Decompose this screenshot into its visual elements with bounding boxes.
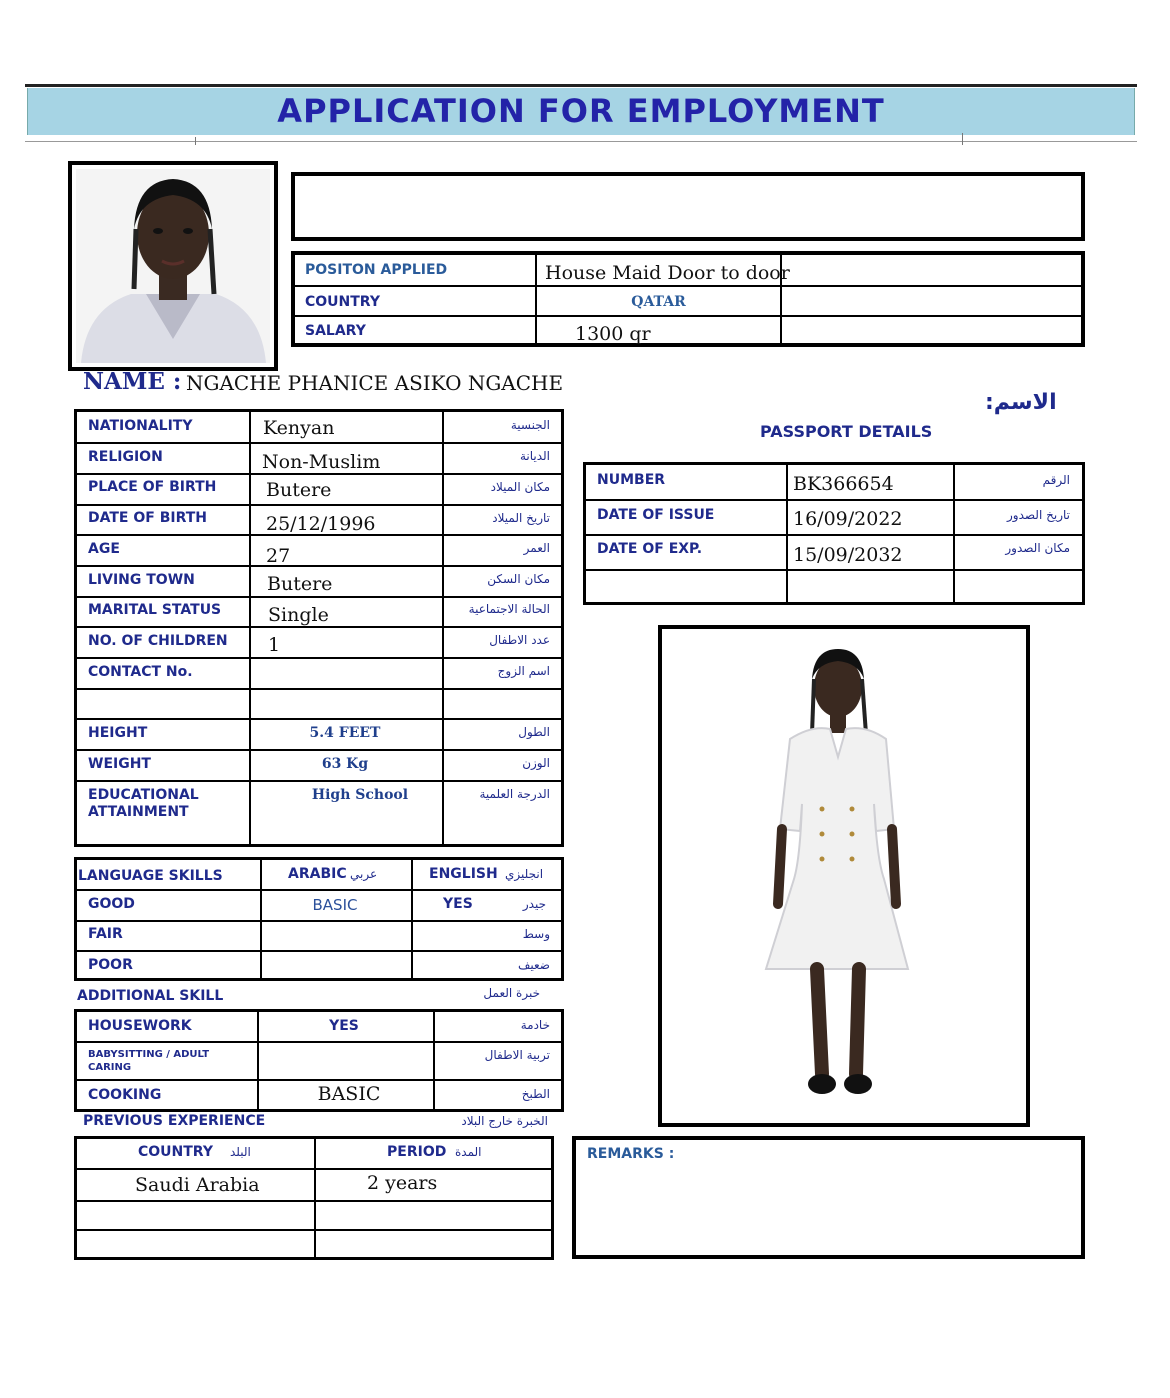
name-arabic-label: الاسم:: [985, 390, 1057, 415]
passport-number-value: BK366654: [793, 473, 894, 495]
poor-label: POOR: [88, 957, 133, 973]
remarks-label: REMARKS :: [587, 1146, 675, 1162]
exp-period-value: 2 years: [367, 1172, 438, 1194]
weight-value: 63 Kg: [321, 756, 369, 772]
babysitting-arabic: تربية الاطفال: [484, 1048, 550, 1062]
education-value: High School: [311, 787, 409, 803]
full-body-photo: [658, 625, 1030, 1127]
exp-period-col-arabic: المدة: [455, 1145, 482, 1159]
header-bottom-rule: [25, 141, 1137, 142]
country-value: QATAR: [631, 294, 686, 310]
place-of-birth-value: Butere: [266, 479, 332, 501]
age-arabic: العمر: [523, 541, 550, 555]
english-col-arabic: انجليزي: [505, 867, 544, 881]
place-of-birth-arabic: مكان الميلاد: [490, 480, 550, 494]
contact-arabic: اسم الزوج: [497, 664, 550, 678]
height-label: HEIGHT: [88, 725, 148, 741]
name-label: NAME :: [83, 368, 182, 395]
fair-label: FAIR: [88, 926, 123, 942]
date-of-issue-arabic: تاريخ الصدور: [1007, 508, 1070, 522]
header-tick: [195, 137, 196, 145]
language-skills-label: LANGUAGE SKILLS: [78, 868, 223, 884]
previous-experience-title-arabic: الخبرة خارج البلاد: [461, 1114, 548, 1128]
salary-label: SALARY: [305, 323, 366, 339]
english-col-label: ENGLISH: [429, 866, 498, 882]
place-of-birth-label: PLACE OF BIRTH: [88, 479, 217, 495]
arabic-col-label: ARABIC: [288, 866, 347, 882]
date-of-exp-value: 15/09/2032: [793, 544, 903, 566]
religion-value: Non-Muslim: [262, 451, 381, 473]
exp-period-col: PERIOD: [387, 1144, 447, 1160]
top-blank-box: [291, 172, 1085, 241]
page-title: APPLICATION FOR EMPLOYMENT: [277, 92, 885, 130]
children-value: 1: [268, 634, 281, 656]
good-label: GOOD: [88, 896, 135, 912]
good-arabic-value: BASIC: [312, 896, 358, 914]
cooking-label: COOKING: [88, 1087, 162, 1103]
fair-arabic: وسط: [522, 927, 550, 941]
date-of-exp-label: DATE OF EXP.: [597, 541, 703, 557]
contact-label: CONTACT No.: [88, 664, 193, 680]
poor-arabic: ضعيف: [517, 958, 550, 972]
additional-skill-title-arabic: خبرة العمل: [483, 986, 540, 1000]
date-of-exp-arabic: مكان الصدور: [1005, 541, 1070, 555]
exp-country-value: Saudi Arabia: [135, 1174, 260, 1196]
religion-arabic: الديانة: [519, 449, 550, 463]
exp-country-col-arabic: البلد: [230, 1145, 251, 1159]
housework-label: HOUSEWORK: [88, 1018, 192, 1034]
nationality-arabic: الجنسية: [510, 418, 550, 432]
country-label: COUNTRY: [305, 294, 380, 310]
religion-label: RELIGION: [88, 449, 163, 465]
position-table: [291, 251, 1085, 347]
portrait-image: [76, 169, 270, 363]
height-value: 5.4 FEET: [309, 725, 381, 741]
nationality-value: Kenyan: [263, 417, 335, 439]
passport-number-arabic: الرقم: [1042, 473, 1070, 487]
children-label: NO. OF CHILDREN: [88, 633, 228, 649]
top-rule: [25, 84, 1137, 87]
living-town-label: LIVING TOWN: [88, 572, 195, 588]
marital-status-arabic: الحالة الاجتماعية: [468, 602, 550, 616]
weight-label: WEIGHT: [88, 756, 151, 772]
cooking-arabic: الطبخ: [521, 1087, 550, 1101]
marital-status-value: Single: [268, 604, 329, 626]
previous-experience-title: PREVIOUS EXPERIENCE: [83, 1113, 266, 1129]
age-value: 27: [266, 545, 291, 567]
date-of-birth-value: 25/12/1996: [266, 513, 376, 535]
age-label: AGE: [88, 541, 120, 557]
education-label: EDUCATIONAL ATTAINMENT: [88, 787, 199, 820]
name-value: NGACHE PHANICE ASIKO NGACHE: [186, 371, 564, 395]
position-applied-label: POSITON APPLIED: [305, 262, 448, 278]
date-of-birth-arabic: تاريخ الميلاد: [492, 511, 550, 525]
children-arabic: عدد الاطفال: [489, 633, 550, 647]
passport-title: PASSPORT DETAILS: [760, 422, 933, 441]
passport-number-label: NUMBER: [597, 472, 666, 488]
nationality-label: NATIONALITY: [88, 418, 193, 434]
portrait-photo: [68, 161, 278, 371]
date-of-birth-label: DATE OF BIRTH: [88, 510, 207, 526]
height-arabic: الطول: [518, 725, 550, 739]
position-applied-value: House Maid Door to door: [545, 262, 790, 284]
salary-value: 1300 qr: [575, 323, 651, 345]
personal-table: [74, 409, 564, 847]
full-body-image: [662, 629, 1026, 1123]
marital-status-label: MARITAL STATUS: [88, 602, 222, 618]
date-of-issue-value: 16/09/2022: [793, 508, 903, 530]
babysitting-label: BABYSITTING / ADULT CARING: [88, 1049, 210, 1073]
additional-skill-title: ADDITIONAL SKILL: [77, 988, 224, 1004]
exp-country-col: COUNTRY: [138, 1144, 213, 1160]
date-of-issue-label: DATE OF ISSUE: [597, 507, 715, 523]
good-english-value: YES: [443, 896, 473, 912]
cooking-value: BASIC: [317, 1083, 381, 1105]
weight-arabic: الوزن: [522, 756, 550, 770]
housework-value: YES: [329, 1018, 359, 1034]
living-town-value: Butere: [267, 573, 333, 595]
living-town-arabic: مكان السكن: [487, 572, 550, 586]
arabic-col-arabic: عربي: [350, 867, 378, 881]
good-arabic: جيدر: [522, 897, 546, 911]
education-arabic: الدرجة العلمية: [479, 787, 550, 801]
header-tick: [962, 133, 963, 145]
housework-arabic: خادمة: [520, 1018, 550, 1032]
